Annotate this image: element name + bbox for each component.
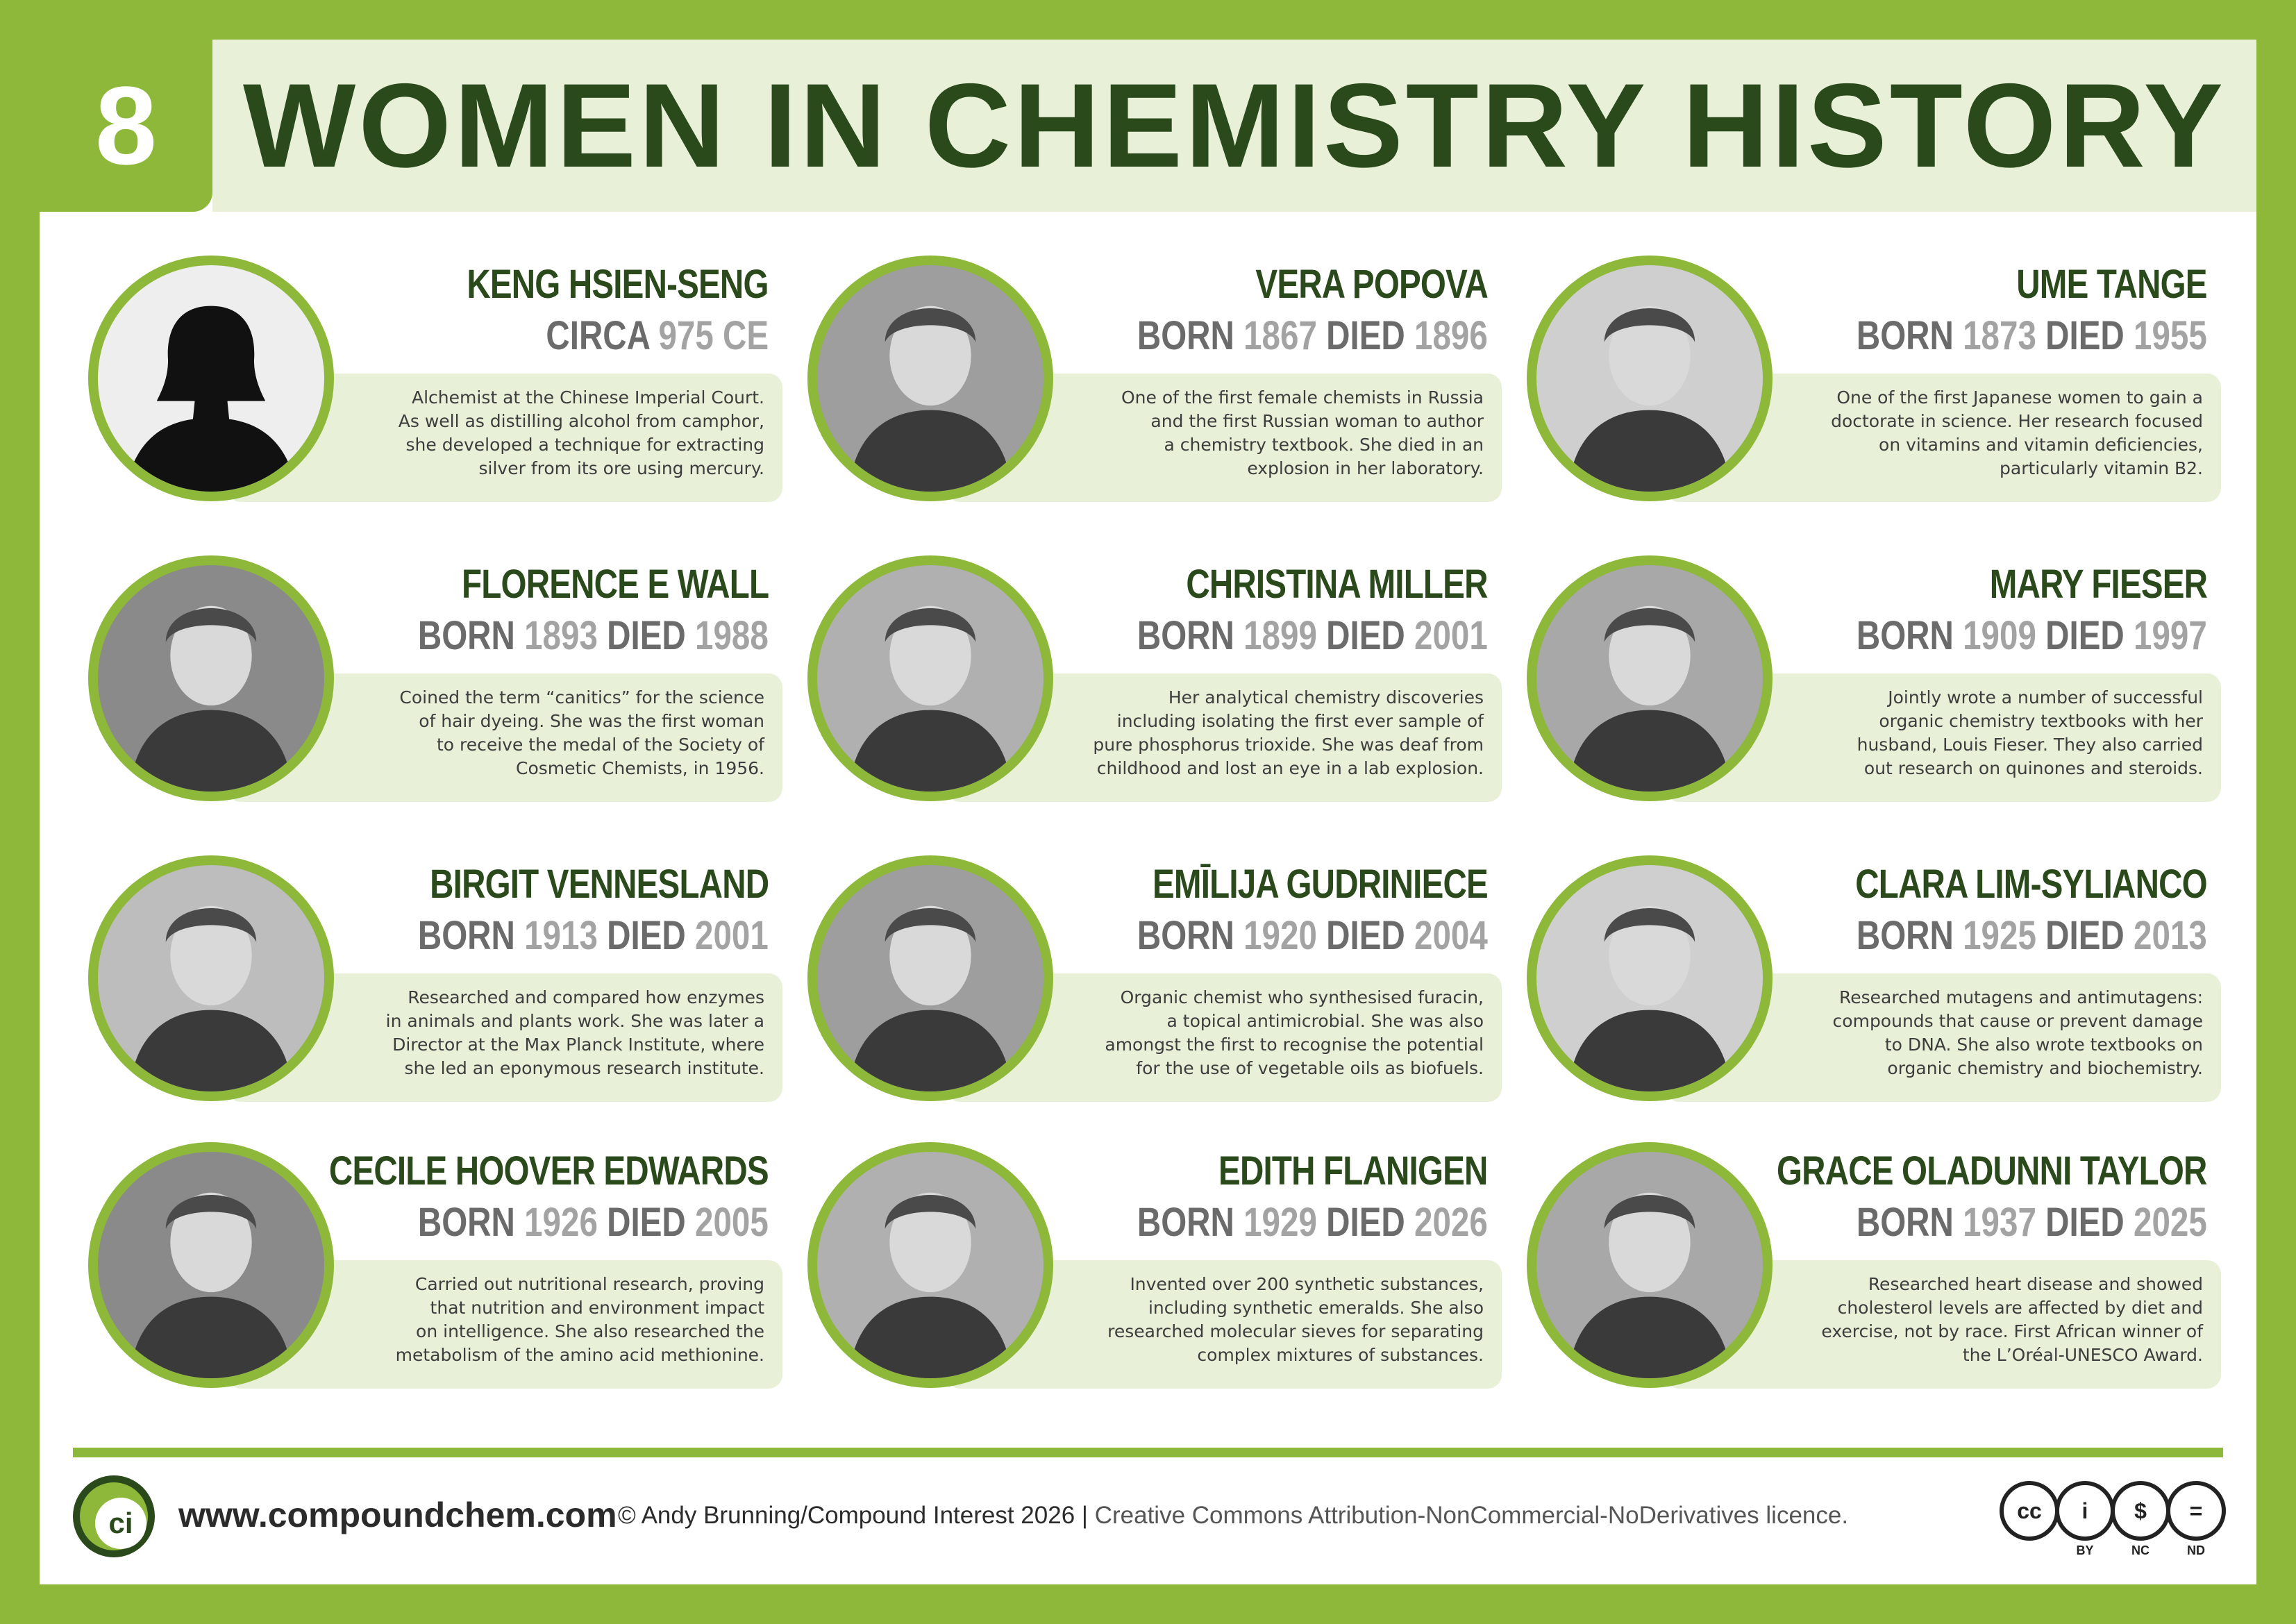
photo-ring	[88, 855, 334, 1101]
chemist-card-florence-e-wall	[88, 555, 782, 805]
date-label: DIED	[2045, 313, 2125, 358]
chemist-photo	[817, 265, 1044, 492]
chemist-dates	[1857, 612, 2207, 660]
description-line: researched molecular sieves for separating	[1107, 1321, 1484, 1341]
chemist-dates	[1857, 312, 2207, 360]
date-year: 2025	[2134, 1200, 2207, 1245]
description-line: she led an eponymous research institute.	[404, 1058, 764, 1078]
chemist-description	[303, 386, 764, 480]
date-label: DIED	[1326, 913, 1405, 958]
description-line: for the use of vegetable oils as biofuels.	[1136, 1058, 1484, 1078]
date-label: DIED	[2045, 913, 2125, 958]
description-line: she developed a technique for extracting	[405, 435, 764, 455]
chemist-card-vera-popova	[807, 256, 1502, 505]
date-label: DIED	[1326, 613, 1405, 658]
description-line: out research on quinones and steroids.	[1863, 758, 2203, 778]
chemist-name: CECILE HOOVER EDWARDS	[329, 1148, 769, 1194]
chemist-name: UME TANGE	[2016, 262, 2207, 307]
date-year: 975 CE	[658, 313, 769, 358]
chemist-name: CHRISTINA MILLER	[1186, 562, 1488, 607]
date-year: 2004	[1414, 913, 1488, 958]
description-line: Her analytical chemistry discoveries	[1168, 687, 1484, 708]
date-label: CIRCA	[546, 313, 650, 358]
chemist-dates	[546, 312, 769, 360]
chemist-description	[1023, 386, 1484, 480]
chemist-card-keng-hsien-seng	[88, 256, 782, 505]
date-year: 2026	[1414, 1200, 1488, 1245]
photo-ring	[807, 1142, 1053, 1388]
chemist-photo	[817, 565, 1044, 792]
chemist-name: CLARA LIM-SYLIANCO	[1855, 862, 2207, 907]
chemist-photo	[98, 265, 324, 492]
portrait-photo	[817, 1152, 1044, 1378]
separator: |	[1075, 1502, 1095, 1529]
description-line: explosion in her laboratory.	[1247, 458, 1484, 478]
chemist-name: VERA POPOVA	[1255, 262, 1488, 307]
chemist-card-clara-lim-sylianco	[1527, 855, 2221, 1105]
date-label: DIED	[1326, 1200, 1405, 1245]
portrait-photo	[817, 265, 1044, 492]
date-year: 1896	[1414, 313, 1488, 358]
chemist-dates	[418, 612, 769, 660]
date-label: DIED	[1326, 313, 1405, 358]
nc-label: NC	[2131, 1543, 2150, 1557]
chemist-description	[1023, 686, 1484, 780]
chemist-name: GRACE OLADUNNI TAYLOR	[1777, 1148, 2207, 1194]
chemist-name: EMĪLIJA GUDRINIECE	[1153, 862, 1488, 907]
description-line: husband, Louis Fieser. They also carried	[1857, 735, 2203, 755]
website-link[interactable]: www.compoundchem.com	[178, 1496, 617, 1534]
chemist-card-emilija-gudriniece	[807, 855, 1502, 1105]
chemist-description	[1742, 986, 2203, 1080]
description-line: amongst the first to recognise the potential	[1105, 1035, 1484, 1055]
date-label: BORN	[418, 613, 516, 658]
description-line: a topical antimicrobial. She was also	[1166, 1011, 1484, 1031]
chemist-name: MARY FIESER	[1989, 562, 2207, 607]
chemist-dates	[1137, 1199, 1488, 1246]
description-line: One of the first female chemists in Russia	[1121, 387, 1484, 408]
description-line: Director at the Max Planck Institute, where	[392, 1035, 764, 1055]
portrait-photo	[1536, 865, 1763, 1091]
chemist-description	[303, 686, 764, 780]
description-line: Invented over 200 synthetic substances,	[1130, 1274, 1484, 1294]
chemist-photo	[98, 565, 324, 792]
nd-label: ND	[2187, 1543, 2205, 1557]
chemist-description	[303, 1273, 764, 1367]
chemist-card-mary-fieser	[1527, 555, 2221, 805]
chemist-photo	[1536, 865, 1763, 1091]
chemist-photo	[1536, 565, 1763, 792]
date-year: 1873	[1963, 313, 2037, 358]
date-label: BORN	[1137, 913, 1235, 958]
date-label: DIED	[607, 1200, 686, 1245]
description-line: of hair dyeing. She was the first woman	[419, 711, 764, 731]
non-commercial-icon: $	[2111, 1481, 2170, 1541]
description-line: Researched mutagens and antimutagens:	[1838, 987, 2203, 1007]
date-year: 2005	[695, 1200, 769, 1245]
date-label: BORN	[418, 1200, 516, 1245]
chemist-dates	[1137, 312, 1488, 360]
date-year: 1929	[1243, 1200, 1318, 1245]
by-attribution-icon: i	[2055, 1481, 2115, 1541]
chemist-photo	[817, 865, 1044, 1091]
logo-text: ci	[95, 1498, 146, 1549]
cc-icon: cc	[2000, 1481, 2059, 1541]
description-line: silver from its ore using mercury.	[478, 458, 764, 478]
date-label: BORN	[1857, 313, 1954, 358]
description-line: organic chemistry textbooks with her	[1879, 711, 2203, 731]
description-line: As well as distilling alcohol from camphor,	[398, 411, 764, 431]
description-line: a chemistry textbook. She died in an	[1164, 435, 1484, 455]
date-year: 1913	[524, 913, 598, 958]
date-label: BORN	[1857, 913, 1954, 958]
no-derivatives-icon: =	[2166, 1481, 2226, 1541]
date-label: BORN	[1137, 613, 1235, 658]
date-label: BORN	[1137, 313, 1235, 358]
description-line: childhood and lost an eye in a lab explosion.	[1096, 758, 1484, 778]
chemist-card-christina-miller	[807, 555, 1502, 805]
date-label: BORN	[1137, 1200, 1235, 1245]
chemist-description	[303, 986, 764, 1080]
date-year: 1867	[1243, 313, 1318, 358]
description-line: that nutrition and environment impact	[430, 1298, 764, 1318]
date-label: BORN	[1857, 613, 1954, 658]
description-line: Jointly wrote a number of successful	[1888, 687, 2203, 708]
title-band	[212, 40, 2256, 212]
description-line: organic chemistry and biochemistry.	[1887, 1058, 2203, 1078]
photo-ring	[1527, 855, 1773, 1101]
date-year: 1899	[1243, 613, 1318, 658]
date-year: 1893	[524, 613, 598, 658]
description-line: particularly vitamin B2.	[2000, 458, 2203, 478]
copyright-text: © Andy Brunning/Compound Interest 2026	[618, 1502, 1075, 1529]
date-label: DIED	[607, 613, 686, 658]
chemist-name: FLORENCE E WALL	[461, 562, 769, 607]
date-year: 1925	[1963, 913, 2037, 958]
description-line: metabolism of the amino acid methionine.	[395, 1345, 764, 1365]
photo-ring	[1527, 256, 1773, 501]
description-line: Organic chemist who synthesised furacin,	[1120, 987, 1484, 1007]
cc-licence-badges	[2000, 1481, 2223, 1557]
chemist-card-birgit-vennesland	[88, 855, 782, 1105]
date-year: 1920	[1243, 913, 1318, 958]
description-line: and the first Russian woman to author	[1150, 411, 1484, 431]
licence-text: Creative Commons Attribution-NonCommercial-NoDerivatives licence.	[1094, 1502, 1849, 1529]
chemist-card-cecile-hoover-edwards	[88, 1142, 782, 1392]
silhouette-icon	[98, 265, 324, 492]
chemist-name: BIRGIT VENNESLAND	[429, 862, 769, 907]
description-line: One of the first Japanese women to gain a	[1836, 387, 2203, 408]
chemist-dates	[418, 1199, 769, 1246]
photo-ring	[88, 555, 334, 801]
chemist-dates	[1857, 1199, 2207, 1246]
description-line: including synthetic emeralds. She also	[1148, 1298, 1484, 1318]
portrait-photo	[1536, 565, 1763, 792]
portrait-photo	[817, 865, 1044, 1091]
photo-ring	[88, 1142, 334, 1388]
chemist-photo	[98, 1152, 324, 1378]
chemist-description	[1742, 1273, 2203, 1367]
date-label: BORN	[1857, 1200, 1954, 1245]
chemist-description	[1742, 386, 2203, 480]
portrait-photo	[817, 565, 1044, 792]
description-line: compounds that cause or prevent damage	[1832, 1011, 2203, 1031]
photo-ring	[807, 256, 1053, 501]
chemist-card-edith-flanigen	[807, 1142, 1502, 1392]
date-label: DIED	[2045, 613, 2125, 658]
footer	[73, 1475, 2223, 1559]
page-title: WOMEN IN CHEMISTRY HISTORY	[242, 59, 2227, 192]
description-line: on intelligence. She also researched the	[416, 1321, 764, 1341]
description-line: doctorate in science. Her research focused	[1831, 411, 2203, 431]
date-year: 1955	[2134, 313, 2207, 358]
description-line: Researched and compared how enzymes	[408, 987, 764, 1007]
photo-ring	[88, 256, 334, 501]
photo-ring	[1527, 555, 1773, 801]
portrait-photo	[1536, 265, 1763, 492]
chemist-name: EDITH FLANIGEN	[1218, 1148, 1488, 1194]
description-line: the L’Oréal-UNESCO Award.	[1962, 1345, 2203, 1365]
portrait-photo	[1536, 1152, 1763, 1378]
chemist-card-grace-oladunni-taylor	[1527, 1142, 2221, 1392]
description-line: exercise, not by race. First African winner of	[1821, 1321, 2203, 1341]
footer-divider	[73, 1448, 2223, 1457]
by-label: BY	[2076, 1543, 2094, 1557]
chemist-photo	[98, 865, 324, 1091]
photo-ring	[807, 855, 1053, 1101]
date-year: 1997	[2134, 613, 2207, 658]
date-year: 1926	[524, 1200, 598, 1245]
date-year: 2001	[1414, 613, 1488, 658]
description-line: Cosmetic Chemists, in 1956.	[516, 758, 764, 778]
chemist-photo	[817, 1152, 1044, 1378]
chemist-photo	[1536, 265, 1763, 492]
description-line: Alchemist at the Chinese Imperial Court.	[412, 387, 764, 408]
description-line: cholesterol levels are affected by diet and	[1837, 1298, 2203, 1318]
chemist-dates	[1857, 912, 2207, 960]
description-line: Carried out nutritional research, proving	[414, 1274, 764, 1294]
chemist-dates	[418, 912, 769, 960]
chemist-photo	[1536, 1152, 1763, 1378]
chemist-dates	[1137, 912, 1488, 960]
portrait-photo	[98, 1152, 324, 1378]
description-line: Coined the term “canitics” for the science	[399, 687, 764, 708]
chemist-description	[1023, 1273, 1484, 1367]
date-year: 1909	[1963, 613, 2037, 658]
copyright-line	[618, 1502, 1848, 1530]
description-line: complex mixtures of substances.	[1197, 1345, 1484, 1365]
date-year: 1988	[695, 613, 769, 658]
photo-ring	[1527, 1142, 1773, 1388]
description-line: to receive the medal of the Society of	[436, 735, 764, 755]
description-line: on vitamins and vitamin deficiencies,	[1879, 435, 2203, 455]
description-line: Researched heart disease and showed	[1868, 1274, 2203, 1294]
date-year: 1937	[1963, 1200, 2037, 1245]
issue-number: 8	[40, 40, 212, 212]
description-line: to DNA. She also wrote textbooks on	[1884, 1035, 2203, 1055]
date-label: BORN	[418, 913, 516, 958]
date-label: DIED	[2045, 1200, 2125, 1245]
description-line: including isolating the first ever sample of	[1116, 711, 1484, 731]
compound-interest-logo	[73, 1475, 155, 1557]
chemist-description	[1742, 686, 2203, 780]
description-line: pure phosphorus trioxide. She was deaf from	[1093, 735, 1484, 755]
chemist-description	[1023, 986, 1484, 1080]
chemist-card-ume-tange	[1527, 256, 2221, 505]
chemist-dates	[1137, 612, 1488, 660]
chemist-name: KENG HSIEN-SENG	[467, 262, 769, 307]
description-line: in animals and plants work. She was later a	[385, 1011, 764, 1031]
portrait-photo	[98, 565, 324, 792]
photo-ring	[807, 555, 1053, 801]
date-label: DIED	[607, 913, 686, 958]
date-year: 2001	[695, 913, 769, 958]
date-year: 2013	[2134, 913, 2207, 958]
portrait-photo	[98, 865, 324, 1091]
